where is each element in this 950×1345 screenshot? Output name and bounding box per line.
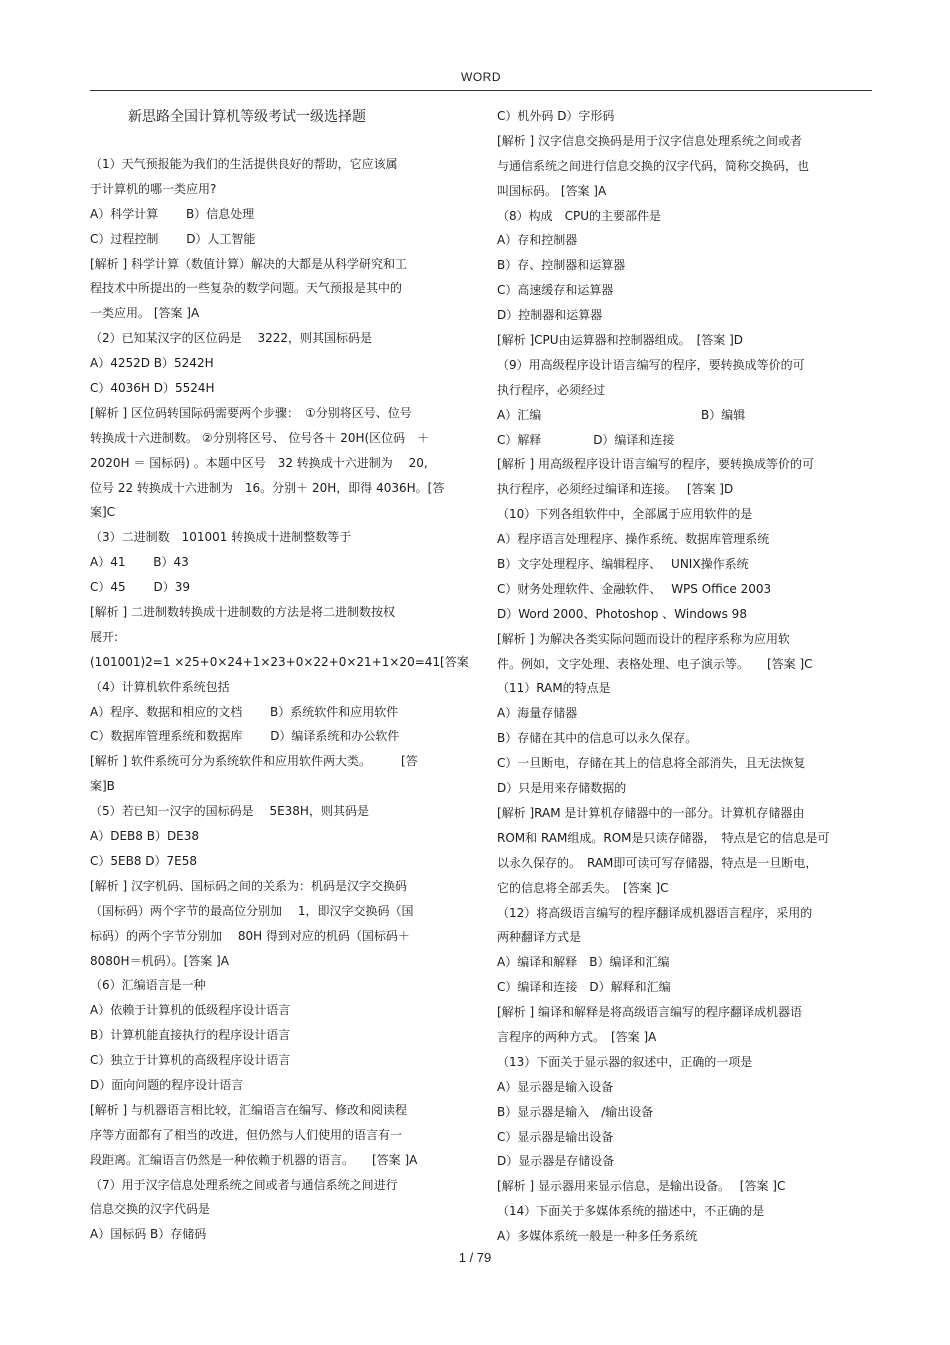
text-line: A）汇编 B）编辑: [497, 407, 746, 422]
text-line: 位号 22 转换成十六进制为 16。分别＋ 20H，即得 4036H。[答: [90, 480, 445, 495]
text-line: C）解释 D）编译和连接: [497, 432, 675, 447]
header-divider: [90, 90, 872, 91]
text-line: A）显示器是输入设备: [497, 1079, 614, 1094]
text-line: 它的信息将全部丢失。 [答案 ]C: [497, 880, 669, 895]
left-column-lines: [90, 152, 470, 1247]
text-line: D）只是用来存储数据的: [497, 781, 627, 796]
text-line: [解析 ] 为解决各类实际问题而设计的程序系称为应用软: [497, 631, 790, 646]
text-line: A）程序语言处理程序、操作系统、数据库管理系统: [497, 532, 770, 547]
text-line: （14）下面关于多媒体系统的描述中，不正确的是: [497, 1204, 765, 1219]
text-line: C）过程控制 D）人工智能: [90, 231, 256, 246]
text-line: B）存储在其中的信息可以永久保存。: [497, 731, 698, 746]
text-line: （8）构成 CPU的主要部件是: [497, 208, 662, 223]
text-line: （6）汇编语言是一种: [90, 978, 206, 993]
text-line: A）41 B）43: [90, 555, 189, 570]
text-line: B）存、控制器和运算器: [497, 258, 626, 273]
text-line: [解析 ] 区位码转国际码需要两个步骤： ①分别将区号、位号: [90, 405, 412, 420]
text-line: C）显示器是输出设备: [497, 1129, 614, 1144]
text-line: B）计算机能直接执行的程序设计语言: [90, 1028, 291, 1043]
text-line: [解析 ]RAM 是计算机存储器中的一部分。计算机存储器由: [497, 805, 805, 820]
text-line: B）显示器是输入 /输出设备: [497, 1104, 654, 1119]
text-line: A）科学计算 B）信息处理: [90, 206, 255, 221]
text-line: (101001)2=1 ×25+0×24+1×23+0×22+0×21+1×20=41[答案: [90, 654, 469, 669]
text-line: A）4252D B）5242H: [90, 356, 214, 371]
text-line: C）5EB8 D）7E58: [90, 853, 198, 868]
text-line: [解析 ]CPU由运算器和控制器组成。 [答案 ]D: [497, 333, 743, 348]
text-line: 8080H＝机码）。[答案 ]A: [90, 953, 229, 968]
text-line: C）独立于计算机的高级程序设计语言: [90, 1053, 291, 1068]
right-column: [497, 104, 877, 1249]
text-line: 标码）的两个字节分别加 80H 得到对应的机码（国标码＋: [90, 928, 410, 943]
text-line: C）数据库管理系统和数据库 D）编译系统和办公软件: [90, 729, 400, 744]
text-line: C）财务处理软件、金融软件、 WPS Office 2003: [497, 581, 772, 596]
text-line: A）国标码 B）存储码: [90, 1227, 207, 1242]
text-line: [解析 ] 显示器用来显示信息，是输出设备。 [答案 ]C: [497, 1179, 786, 1194]
text-line: [解析 ] 科学计算（数值计算）解决的大都是从科学研究和工: [90, 256, 407, 271]
text-line: 叫国标码。 [答案 ]A: [497, 183, 607, 198]
text-line: C）45 D）39: [90, 580, 190, 595]
text-line: （11）RAM的特点是: [497, 681, 611, 696]
text-line: C）一旦断电，存储在其上的信息将全部消失，且无法恢复: [497, 756, 806, 771]
text-line: （5）若已知一汉字的国标码是 5E38H，则其码是: [90, 804, 369, 819]
text-line: 执行程序，必须经过: [497, 382, 606, 397]
left-column: [90, 104, 470, 1247]
text-line: （1）天气预报能为我们的生活提供良好的帮助，它应该属: [90, 157, 398, 171]
text-line: ROM和 RAM组成。ROM是只读存储器， 特点是它的信息是可: [497, 830, 830, 845]
text-line: （12）将高级语言编写的程序翻译成机器语言程序，采用的: [497, 905, 813, 920]
text-line: D）显示器是存储设备: [497, 1154, 615, 1169]
text-line: 展开:: [90, 629, 119, 644]
text-line: 言程序的两种方式。 [答案 ]A: [497, 1029, 657, 1044]
text-line: 件。例如，文字处理、表格处理、电子演示等。 [答案 ]C: [497, 656, 813, 671]
text-line: A）依赖于计算机的低级程序设计语言: [90, 1003, 291, 1018]
text-line: （4）计算机软件系统包括: [90, 679, 230, 694]
text-line: 以永久保存的。 RAM即可读可写存储器，特点是一旦断电，: [497, 855, 818, 870]
text-line: （3）二进制数 101001 转换成十进制整数等于: [90, 530, 352, 545]
text-line: C）机外码 D）字形码: [497, 109, 615, 123]
text-line: （10）下列各组软件中，全部属于应用软件的是: [497, 507, 753, 522]
text-line: 执行程序，必须经过编译和连接。 [答案 ]D: [497, 482, 734, 497]
text-line: A）多媒体系统一般是一种多任务系统: [497, 1229, 698, 1244]
text-line: C）高速缓存和运算器: [497, 283, 614, 298]
text-line: 序等方面都有了相当的改进，但仍然与人们使用的语言有一: [90, 1127, 403, 1142]
page-number: 1 / 79: [458, 1250, 492, 1265]
text-line: （2）已知某汉字的区位码是 3222，则其国标码是: [90, 331, 372, 346]
text-line: [解析 ] 二进制数转换成十进制数的方法是将二进制数按权: [90, 605, 395, 620]
text-line: C）编译和连接 D）解释和汇编: [497, 980, 671, 995]
text-line: 与通信系统之间进行信息交换的汉字代码，简称交换码，也: [497, 158, 810, 173]
text-line: [解析 ] 汉字机码、国标码之间的关系为：机码是汉字交换码: [90, 878, 407, 893]
right-column-lines: [497, 104, 877, 1249]
text-line: 两种翻译方式是: [497, 930, 582, 945]
text-line: B）文字处理程序、编辑程序、 UNIX操作系统: [497, 557, 749, 572]
text-line: （国标码）两个字节的最高位分别加 1，即汉字交换码（国: [90, 903, 414, 918]
text-line: （9）用高级程序设计语言编写的程序，要转换成等价的可: [497, 357, 805, 372]
text-line: 案]B: [90, 779, 115, 794]
text-line: 程技术中所提出的一些复杂的数学问题。天气预报是其中的: [90, 281, 403, 296]
text-line: 信息交换的汉字代码是: [90, 1202, 211, 1217]
text-line: A）DEB8 B）DE38: [90, 829, 200, 844]
text-line: D）Word 2000、Photoshop 、Windows 98: [497, 606, 747, 621]
text-line: C）4036H D）5524H: [90, 381, 215, 396]
document-title: 新思路全国计算机等级考试一级选择题: [128, 109, 366, 125]
text-line: [解析 ] 编译和解释是将高级语言编写的程序翻译成机器语: [497, 1005, 802, 1020]
text-line: [解析 ] 与机器语言相比较，汇编语言在编写、修改和阅读程: [90, 1102, 407, 1117]
text-line: 段距离。汇编语言仍然是一种依赖于机器的语言。 [答案 ]A: [90, 1152, 418, 1167]
text-line: [解析 ] 用高级程序设计语言编写的程序，要转换成等价的可: [497, 457, 814, 472]
text-line: 转换成十六进制数。 ②分别将区号、 位号各＋ 20H(区位码 ＋: [90, 430, 430, 445]
text-line: （13）下面关于显示器的叙述中，正确的一项是: [497, 1054, 753, 1069]
text-line: D）控制器和运算器: [497, 308, 603, 323]
text-line: D）面向问题的程序设计语言: [90, 1077, 244, 1092]
text-line: A）海量存储器: [497, 706, 578, 721]
page-header: WORD: [461, 70, 501, 84]
text-line: [解析 ] 汉字信息交换码是用于汉字信息处理系统之间或者: [497, 133, 802, 148]
text-line: [解析 ] 软件系统可分为系统软件和应用软件两大类。 [答: [90, 754, 418, 769]
text-line: （7）用于汉字信息处理系统之间或者与通信系统之间进行: [90, 1177, 398, 1192]
text-line: A）存和控制器: [497, 233, 578, 248]
text-line: 2020H ＝ 国标码) 。本题中区号 32 转换成十六进制为 20,: [90, 455, 428, 470]
text-line: 一类应用。 [答案 ]A: [90, 306, 200, 321]
text-line: A）编译和解释 B）编译和汇编: [497, 955, 670, 970]
text-line: 于计算机的哪一类应用?: [90, 181, 217, 196]
text-line: 案]C: [90, 505, 116, 520]
text-line: A）程序、数据和相应的文档 B）系统软件和应用软件: [90, 704, 399, 719]
